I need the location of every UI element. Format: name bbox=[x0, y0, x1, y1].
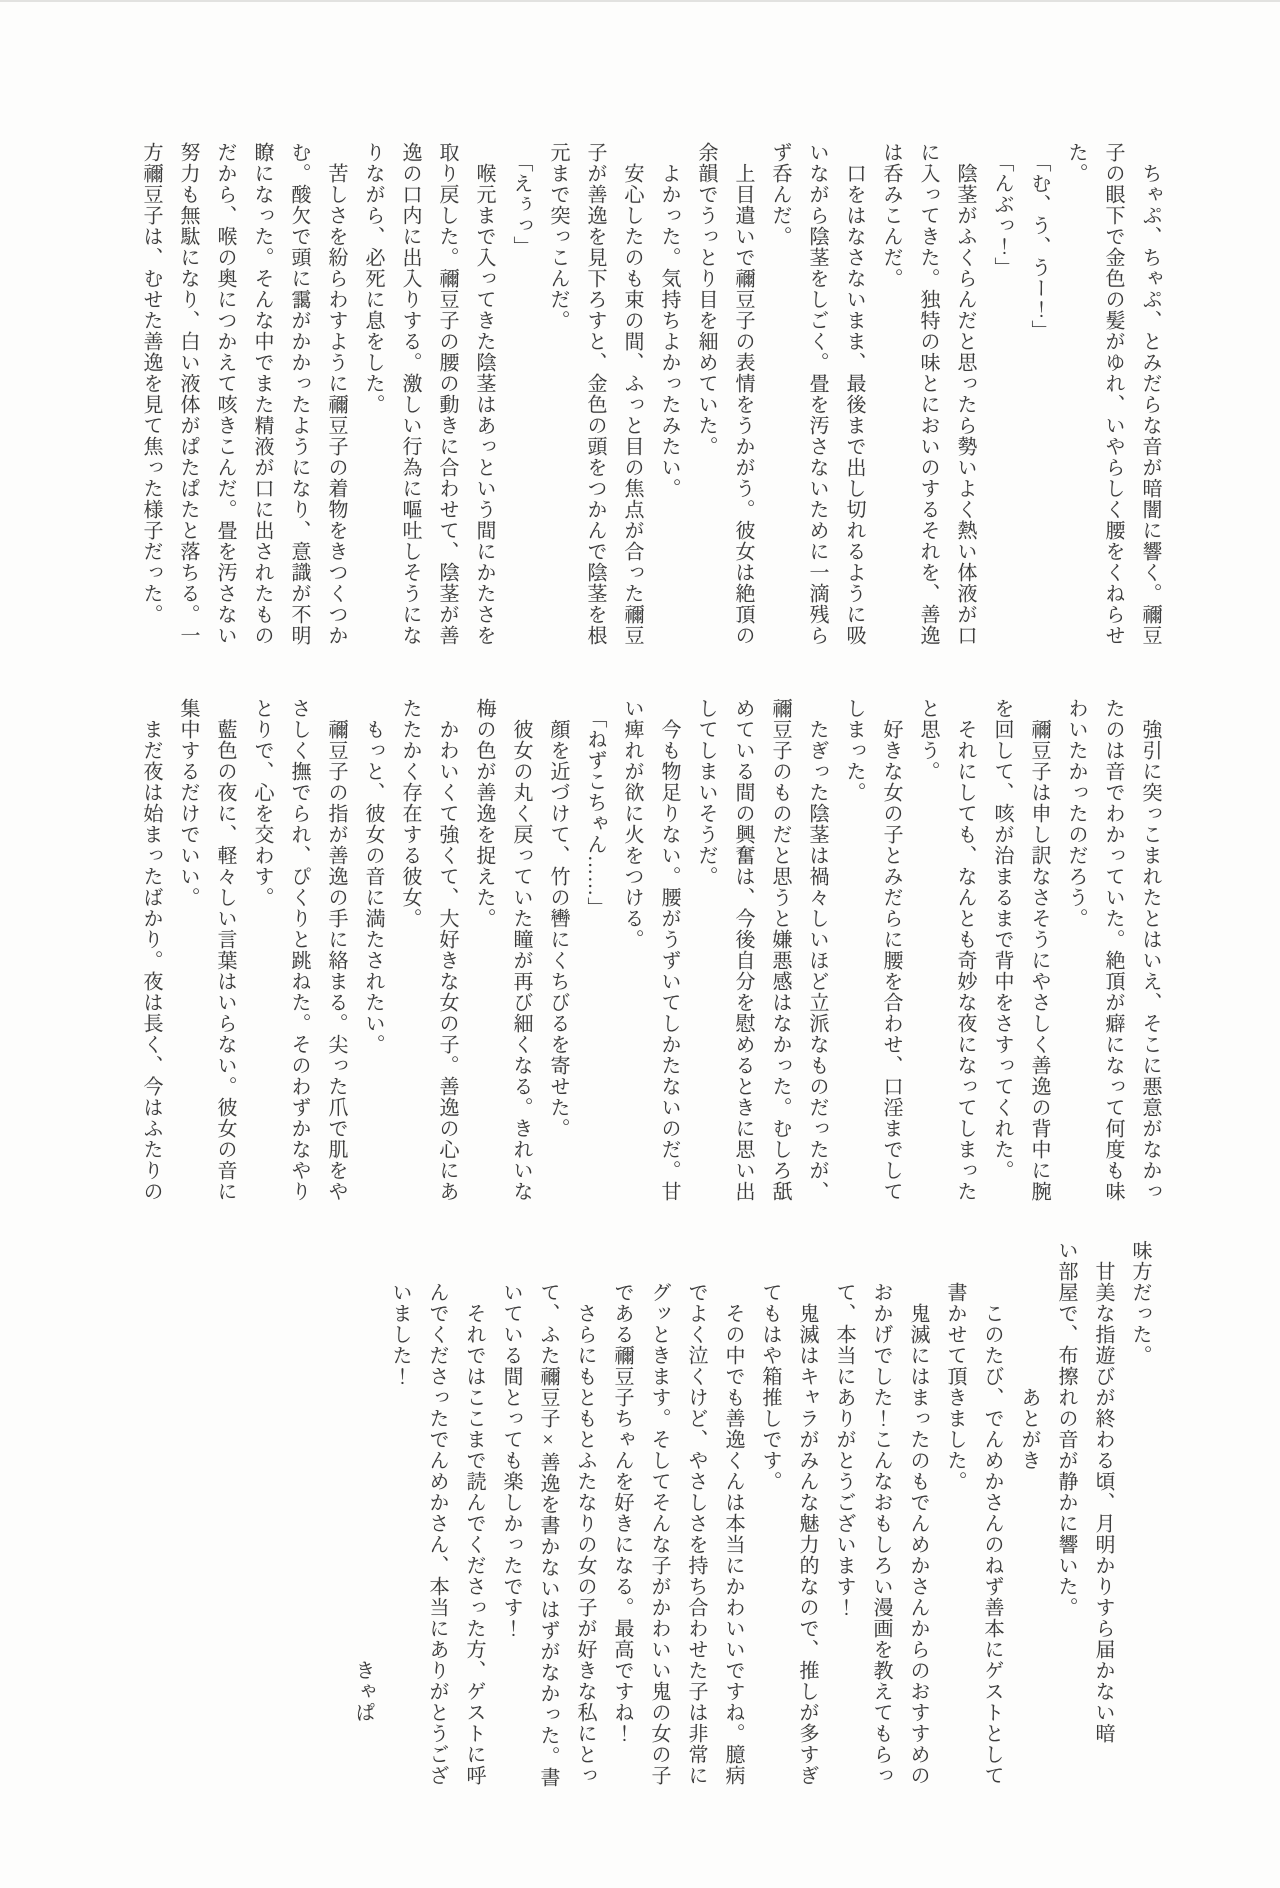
afterword-paragraph: さらにもともとふたなりの女の子が好きな私にとって、ふた禰豆子×善逸を書かないはずがなかった。書いている間とっても楽しかったです！ bbox=[500, 1282, 596, 1788]
author-signature: きゃぱ bbox=[352, 1660, 374, 1723]
story-paragraph: それにしても、なんとも奇妙な夜になってしまったと思う。 bbox=[917, 698, 976, 1202]
story-paragraph: 安心したのも束の間、ふっと目の焦点が合った禰豆子が善逸を見下ろすと、金色の頭をつかんで陰茎を根元まで突っこんだ。 bbox=[547, 142, 643, 646]
dialogue-line: 「ねずこちゃん……」 bbox=[584, 708, 606, 918]
afterword-paragraph: 鬼滅はキャラがみんな魅力的なので、推しが多すぎてもはや箱推しです。 bbox=[759, 1282, 818, 1786]
afterword-paragraph: 鬼滅にはまったのもでんめかさんからのおすすめのおかげでした！こんなおもしろい漫画を教えてもらって、本当にありがとうございます！ bbox=[833, 1282, 929, 1786]
story-paragraph: 禰豆子は申し訳なさそうにやさしく善逸の背中に腕を回して、咳が治まるまで背中をさすってくれた。 bbox=[991, 698, 1050, 1202]
story-band-3 bbox=[344, 1240, 1158, 1788]
afterword-paragraph: その中でも善逸くんは本当にかわいいですね。臆病でよく泣くけど、やさしさを持ち合わせた子は非常にグッときます。そしてそんな子がかわいい鬼の女の子である禰豆子ちゃんを好きになる。最高ですね！ bbox=[611, 1282, 744, 1786]
afterword-block bbox=[344, 1282, 1047, 1794]
scan-edge-top bbox=[0, 0, 1280, 2]
afterword-paragraph: それではここまで読んでくださった方、ゲストに呼んでくださったでんめかさん、本当にありがとうございました！ bbox=[389, 1282, 485, 1786]
story-paragraph: 顔を近づけて、竹の轡にくちびるを寄せた。 bbox=[547, 719, 569, 1139]
story-paragraph: 口をはなさないまま、最後まで出し切れるように吸いながら陰茎をしごく。畳を汚さないために一滴残らず呑んだ。 bbox=[769, 142, 865, 646]
story-band-1 bbox=[132, 142, 1168, 654]
story-paragraph: もっと、彼女の音に満たされたい。 bbox=[362, 719, 384, 1055]
story-paragraph: 彼女の丸く戻っていた瞳が再び細くなる。きれいな梅の色が善逸を捉えた。 bbox=[473, 698, 532, 1202]
story-paragraph: たぎった陰茎は禍々しいほど立派なものだったが、禰豆子のものだと思うと嫌悪感はなかった。むしろ舐めている間の興奮は、今後自分を慰めるときに思い出してしまいそうだ。 bbox=[695, 698, 828, 1202]
story-paragraph: ちゃぷ、ちゃぷ、とみだらな音が暗闇に響く。禰豆子の眼下で金色の髪がゆれ、いやらしく腰をくねらせた。 bbox=[1065, 142, 1161, 646]
story-paragraph: 甘美な指遊びが終わる頃、月明かりすら届かない暗い部屋で、布擦れの音が静かに響いた。 bbox=[1055, 1240, 1114, 1744]
story-paragraph: 藍色の夜に、軽々しい言葉はいらない。彼女の音に集中するだけでいい。 bbox=[177, 698, 236, 1202]
story-paragraph: 苦しさを紛らわすように禰豆子の着物をきつくつかむ。酸欠で頭に靄がかかったようになり、意識が不明瞭になった。そんな中でまた精液が口に出されたものだから、喉の奥につかえて咳きこんだ。畳を汚さない努力も無駄になり、白い液体がぱたぱたと落ちる。一方禰豆子は、むせた善逸を見て焦った様子だった。 bbox=[140, 142, 347, 646]
story-paragraph: よかった。気持ちよかったみたい。 bbox=[658, 163, 680, 499]
story-paragraph: 上目遣いで禰豆子の表情をうかがう。彼女は絶頂の余韻でうっとり目を細めていた。 bbox=[695, 142, 754, 646]
dialogue-line: 「んぶっ！」 bbox=[991, 152, 1013, 278]
story-paragraph: 今も物足りない。腰がうずいてしかたないのだ。甘い痺れが欲に火をつける。 bbox=[621, 698, 680, 1202]
story-paragraph: 禰豆子の指が善逸の手に絡まる。尖った爪で肌をやさしく撫でられ、ぴくりと跳ねた。そのわずかなやりとりで、心を交わす。 bbox=[251, 698, 347, 1202]
afterword-paragraph: このたび、でんめかさんのねず善本にゲストとして書かせて頂きました。 bbox=[944, 1282, 1003, 1786]
story-paragraph: 味方だった。 bbox=[1129, 1240, 1151, 1366]
story-paragraph: 喉元まで入ってきた陰茎はあっという間にかたさを取り戻した。禰豆子の腰の動きに合わせて、陰茎が善逸の口内に出入りする。激しい行為に嘔吐しそうになりながら、必死に息をした。 bbox=[362, 142, 495, 646]
afterword-heading: あとがき bbox=[1018, 1387, 1040, 1471]
story-paragraph: 好きな女の子とみだらに腰を合わせ、口淫までしてしまった。 bbox=[843, 698, 902, 1202]
dialogue-line: 「えぅっ」 bbox=[510, 152, 532, 257]
story-paragraph: かわいくて強くて、大好きな女の子。善逸の心にあたたかく存在する彼女。 bbox=[399, 698, 458, 1202]
story-paragraph: まだ夜は始まったばかり。夜は長く、今はふたりの bbox=[140, 719, 162, 1202]
story-band-2 bbox=[132, 698, 1168, 1210]
story-paragraph: 強引に突っこまれたとはいえ、そこに悪意がなかったのは音でわかっていた。絶頂が癖になって何度も味わいたかったのだろう。 bbox=[1065, 698, 1161, 1202]
dialogue-line: 「む、う、うー！」 bbox=[1028, 152, 1050, 341]
story-paragraph: 陰茎がふくらんだと思ったら勢いよく熱い体液が口に入ってきた。独特の味とにおいのするそれを、善逸は呑みこんだ。 bbox=[880, 142, 976, 646]
